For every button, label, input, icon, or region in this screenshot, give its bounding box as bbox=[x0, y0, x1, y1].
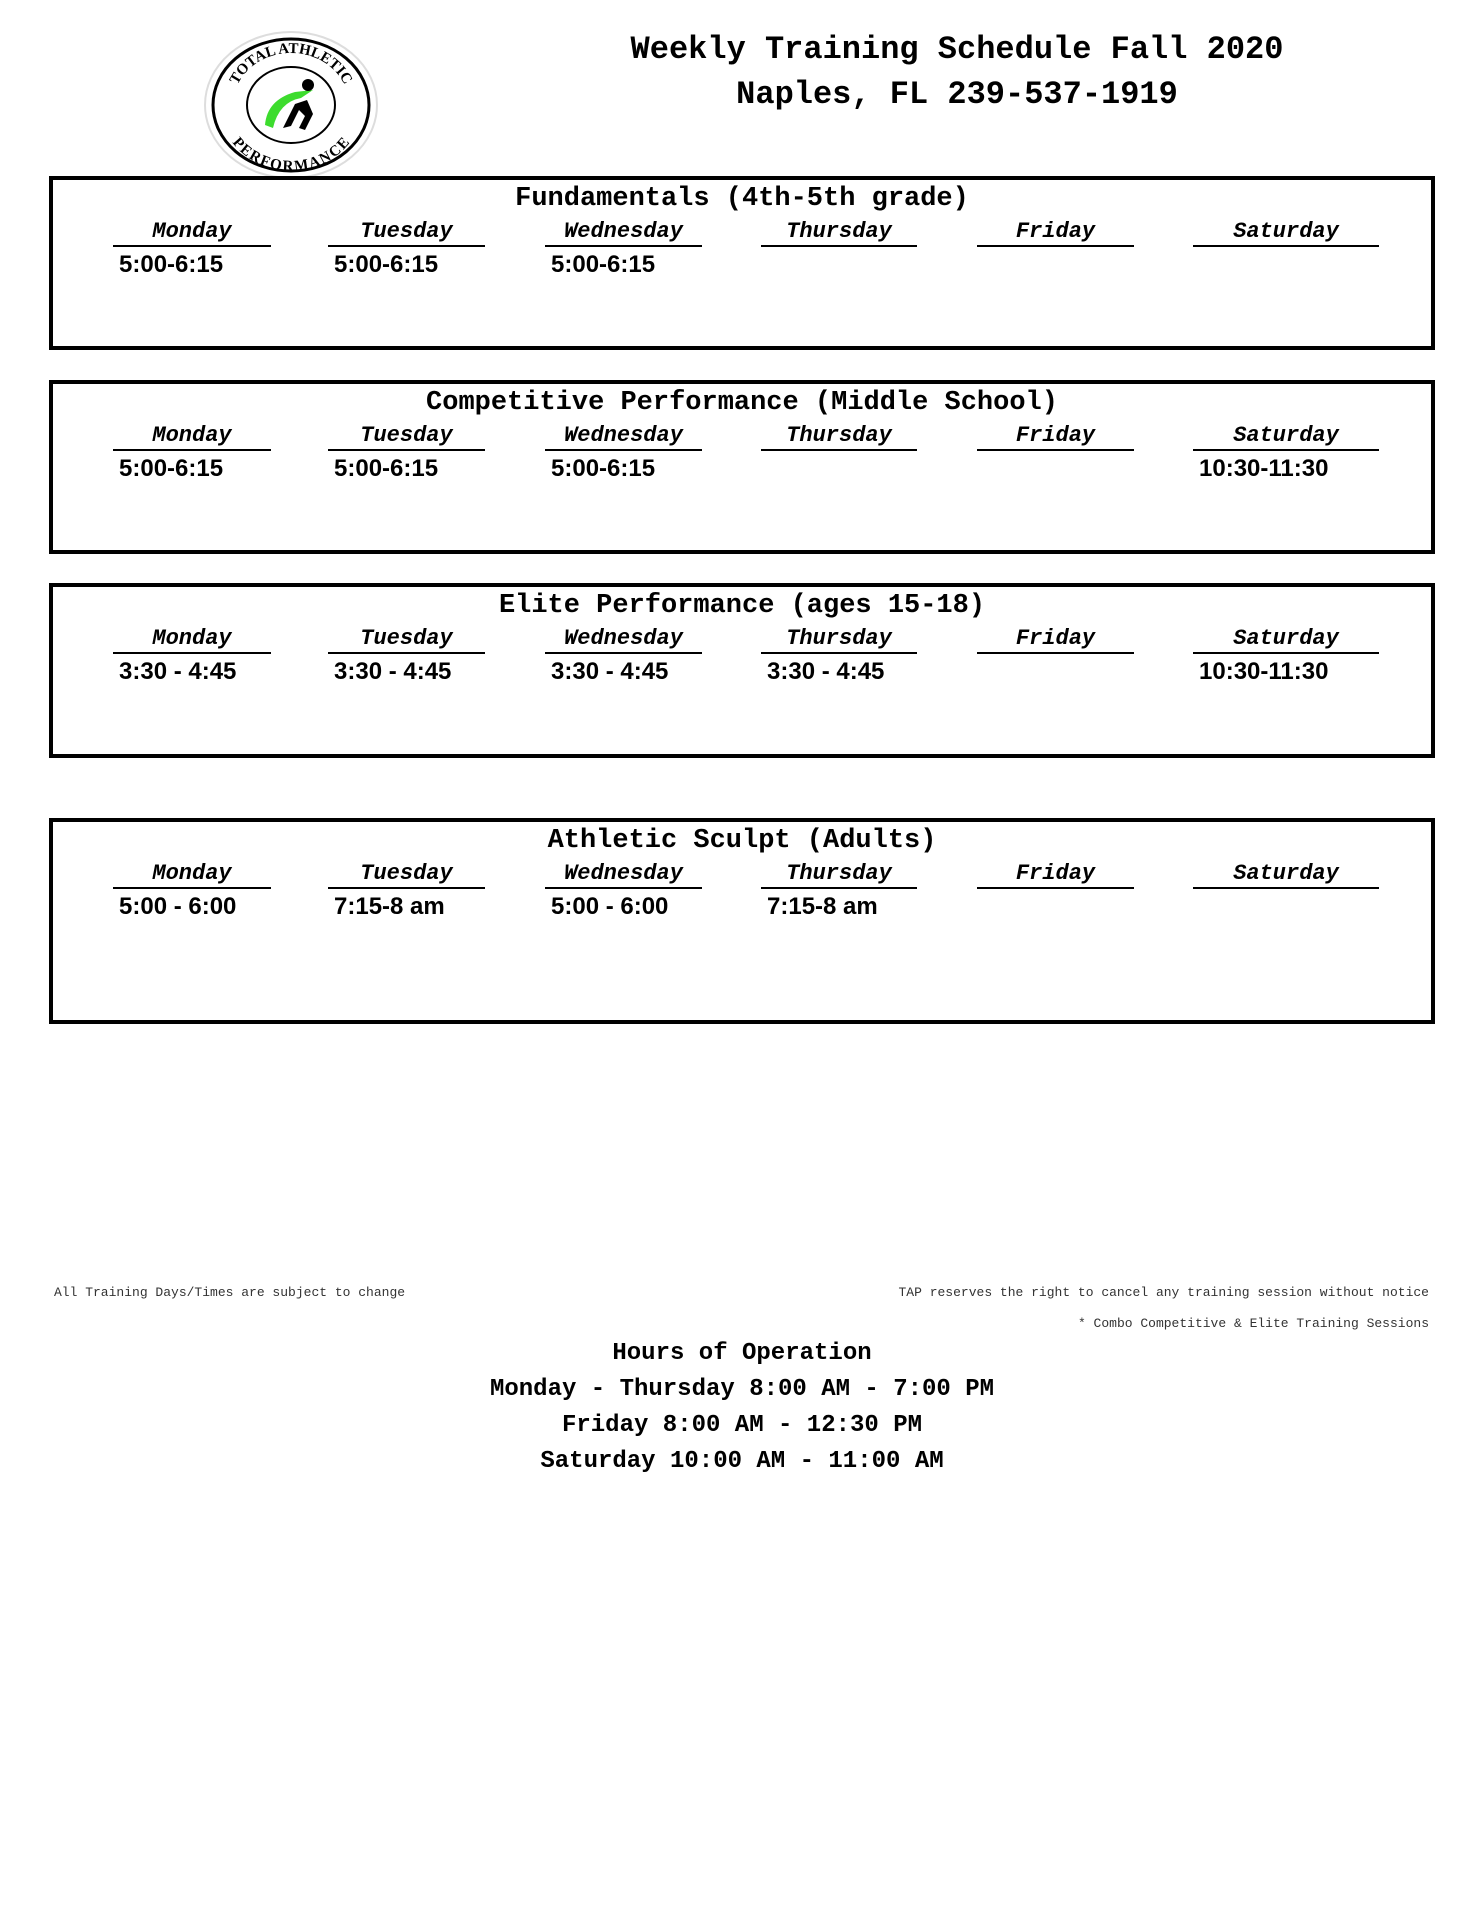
day-label: Monday bbox=[113, 422, 271, 451]
day-column bbox=[761, 860, 917, 921]
day-label: Saturday bbox=[1193, 422, 1379, 451]
program-title: Elite Performance (ages 15-18) bbox=[498, 591, 986, 621]
page-subtitle-contact: Naples, FL 239-537-1919 bbox=[736, 76, 1178, 113]
session-time: 3:30 - 4:45 bbox=[551, 658, 669, 685]
program-box bbox=[49, 583, 1435, 758]
day-label: Tuesday bbox=[328, 625, 485, 654]
hours-line: Monday - Thursday 8:00 AM - 7:00 PM bbox=[489, 1376, 995, 1403]
day-column bbox=[113, 625, 271, 686]
day-label: Tuesday bbox=[328, 860, 485, 889]
day-column bbox=[545, 625, 702, 686]
svg-text:PERFORMANCE: PERFORMANCE bbox=[229, 134, 353, 175]
page-title: Weekly Training Schedule Fall 2020 bbox=[630, 31, 1284, 68]
day-label: Wednesday bbox=[545, 625, 702, 654]
note-combo-sessions: * Combo Competitive & Elite Training Sessions bbox=[1077, 1316, 1429, 1331]
session-time: 7:15-8 am bbox=[334, 893, 445, 920]
day-column bbox=[545, 860, 702, 921]
day-column bbox=[761, 625, 917, 686]
day-label: Friday bbox=[977, 218, 1134, 247]
day-column bbox=[1193, 860, 1379, 893]
session-time: 5:00-6:15 bbox=[551, 251, 656, 278]
day-column bbox=[1193, 422, 1379, 483]
session-time: 5:00-6:15 bbox=[334, 251, 439, 278]
session-time: 5:00-6:15 bbox=[119, 455, 224, 482]
session-time: 5:00-6:15 bbox=[119, 251, 224, 278]
session-time: 7:15-8 am bbox=[767, 893, 878, 920]
logo bbox=[203, 30, 379, 180]
day-column bbox=[113, 422, 271, 483]
session-time: 5:00-6:15 bbox=[334, 455, 439, 482]
note-subject-to-change: All Training Days/Times are subject to change bbox=[54, 1285, 406, 1300]
program-title: Competitive Performance (Middle School) bbox=[426, 388, 1058, 418]
session-time: 5:00 - 6:00 bbox=[551, 893, 669, 920]
day-column bbox=[113, 860, 271, 921]
day-label: Saturday bbox=[1193, 625, 1379, 654]
hours-line: Saturday 10:00 AM - 11:00 AM bbox=[540, 1448, 944, 1475]
day-label: Monday bbox=[113, 860, 271, 889]
day-column bbox=[328, 625, 485, 686]
hours-line: Friday 8:00 AM - 12:30 PM bbox=[561, 1412, 923, 1439]
day-label: Friday bbox=[977, 625, 1134, 654]
day-label: Monday bbox=[113, 625, 271, 654]
day-label: Monday bbox=[113, 218, 271, 247]
program-box bbox=[49, 380, 1435, 554]
session-time: 3:30 - 4:45 bbox=[767, 658, 885, 685]
day-label: Friday bbox=[977, 860, 1134, 889]
day-label: Wednesday bbox=[545, 422, 702, 451]
session-time: 3:30 - 4:45 bbox=[334, 658, 452, 685]
session-time: 10:30-11:30 bbox=[1199, 455, 1329, 482]
session-time: 3:30 - 4:45 bbox=[119, 658, 237, 685]
day-label: Saturday bbox=[1193, 860, 1379, 889]
note-cancel-rights: TAP reserves the right to cancel any training session without notice bbox=[898, 1285, 1429, 1300]
program-title: Fundamentals (4th-5th grade) bbox=[515, 184, 969, 214]
day-column bbox=[977, 625, 1134, 658]
session-time: 5:00 - 6:00 bbox=[119, 893, 237, 920]
day-column bbox=[761, 218, 917, 251]
program-box bbox=[49, 818, 1435, 1024]
day-label: Wednesday bbox=[545, 860, 702, 889]
day-column bbox=[545, 218, 702, 279]
hours-title: Hours of Operation bbox=[612, 1340, 872, 1367]
day-label: Wednesday bbox=[545, 218, 702, 247]
session-time: 10:30-11:30 bbox=[1199, 658, 1329, 685]
day-label: Thursday bbox=[761, 218, 917, 247]
day-column bbox=[977, 860, 1134, 893]
day-column bbox=[761, 422, 917, 455]
session-time: 5:00-6:15 bbox=[551, 455, 656, 482]
day-column bbox=[1193, 218, 1379, 251]
day-column bbox=[977, 218, 1134, 251]
day-label: Thursday bbox=[761, 625, 917, 654]
day-column bbox=[977, 422, 1134, 455]
day-column bbox=[113, 218, 271, 279]
day-label: Tuesday bbox=[328, 218, 485, 247]
program-title: Athletic Sculpt (Adults) bbox=[547, 826, 937, 856]
svg-text:TOTAL ATHLETIC: TOTAL ATHLETIC bbox=[226, 40, 356, 87]
day-label: Thursday bbox=[761, 422, 917, 451]
day-label: Friday bbox=[977, 422, 1134, 451]
day-label: Tuesday bbox=[328, 422, 485, 451]
program-box bbox=[49, 176, 1435, 350]
day-column bbox=[1193, 625, 1379, 686]
day-label: Saturday bbox=[1193, 218, 1379, 247]
day-column bbox=[328, 422, 485, 483]
day-column bbox=[328, 218, 485, 279]
day-label: Thursday bbox=[761, 860, 917, 889]
day-column bbox=[328, 860, 485, 921]
day-column bbox=[545, 422, 702, 483]
